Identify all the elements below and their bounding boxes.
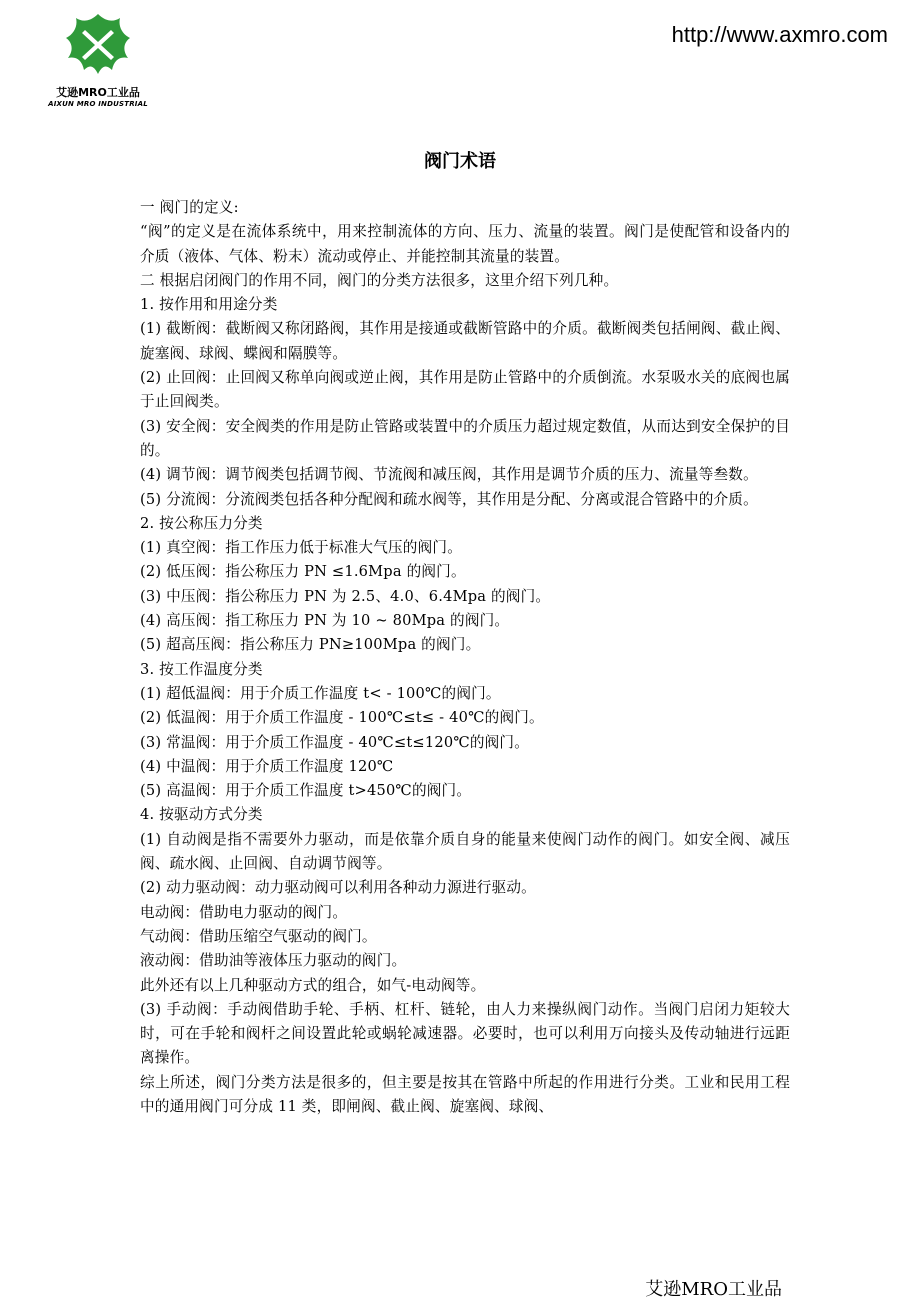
paragraph: (5) 分流阀：分流阀类包括各种分配阀和疏水阀等，其作用是分配、分离或混合管路中的介质。 — [140, 490, 758, 508]
paragraph: (4) 高压阀：指工称压力 PN 为 10 ~ 80Mpa 的阀门。 — [140, 612, 510, 630]
paragraph: (2) 止回阀：止回阀又称单向阀或逆止阀，其作用是防止管路中的介质倒流。水泵吸水关的底阀也属于止回阀类。 — [140, 369, 790, 411]
paragraph: (5) 高温阀：用于介质工作温度 t>450℃的阀门。 — [140, 782, 472, 800]
paragraph: (1) 截断阀：截断阀又称闭路阀，其作用是接通或截断管路中的介质。截断阀类包括闸阀、截止阀、旋塞阀、球阀、蝶阀和隔膜等。 — [140, 320, 790, 362]
paragraph: (2) 动力驱动阀：动力驱动阀可以利用各种动力源进行驱动。 — [140, 879, 536, 897]
paragraph: 液动阀：借助油等液体压力驱动的阀门。 — [140, 952, 407, 970]
footer-company-name: 艾逊MRO工业品 — [645, 1279, 782, 1300]
paragraph: “阀”的定义是在流体系统中，用来控制流体的方向、压力、流量的装置。阀门是使配管和设备内的介质（液体、气体、粉末）流动或停止、并能控制其流量的装置。 — [140, 223, 790, 265]
paragraph: 气动阀：借助压缩空气驱动的阀门。 — [140, 927, 377, 945]
logo-mark-icon — [58, 12, 138, 82]
paragraph: 二 根据启闭阀门的作用不同，阀门的分类方法很多，这里介绍下列几种。 — [140, 271, 619, 289]
paragraph: 一 阀门的定义: — [140, 199, 239, 216]
paragraph: (4) 中温阀：用于介质工作温度 120℃ — [140, 757, 394, 775]
document-body — [140, 196, 790, 1119]
paragraph: 电动阀：借助电力驱动的阀门。 — [140, 903, 348, 921]
paragraph: 1. 按作用和用途分类 — [140, 296, 278, 314]
paragraph: (2) 低压阀：指公称压力 PN ≤1.6Mpa 的阀门。 — [140, 563, 466, 581]
company-logo — [38, 8, 158, 108]
paragraph: 4. 按驱动方式分类 — [140, 806, 263, 824]
paragraph: (1) 真空阀：指工作压力低于标准大气压的阀门。 — [140, 539, 462, 557]
paragraph: (4) 调节阀：调节阀类包括调节阀、节流阀和减压阀，其作用是调节介质的压力、流量等叁数。 — [140, 466, 758, 484]
paragraph: 2. 按公称压力分类 — [140, 514, 263, 532]
website-url[interactable]: http://www.axmro.com — [671, 22, 888, 47]
paragraph: 3. 按工作温度分类 — [140, 660, 263, 678]
paragraph: (5) 超高压阀：指公称压力 PN≥100Mpa 的阀门。 — [140, 636, 481, 654]
paragraph: (2) 低温阀：用于介质工作温度 - 100℃≤t≤ - 40℃的阀门。 — [140, 709, 544, 727]
paragraph: (1) 超低温阀：用于介质工作温度 t< - 100℃的阀门。 — [140, 684, 501, 702]
logo-english-text: AIXUN MRO INDUSTRIAL — [48, 100, 148, 108]
document-title: 阀门术语 — [424, 151, 496, 172]
paragraph: (3) 手动阀：手动阀借助手轮、手柄、杠杆、链轮，由人力来操纵阀门动作。当阀门启闭力矩较大时，可在手轮和阀杆之间设置此轮或蜗轮减速器。必要时，也可以利用万向接头及传动轴进行远距离操作。 — [140, 1000, 790, 1067]
paragraph: (3) 常温阀：用于介质工作温度 - 40℃≤t≤120℃的阀门。 — [140, 733, 530, 751]
paragraph: 此外还有以上几种驱动方式的组合，如气-电动阀等。 — [140, 976, 486, 994]
paragraph: (3) 安全阀：安全阀类的作用是防止管路或装置中的介质压力超过规定数值，从而达到安全保护的目的。 — [140, 417, 790, 459]
logo-chinese-text: 艾逊MRO工业品 — [56, 86, 140, 99]
paragraph: (1) 自动阀是指不需要外力驱动，而是依靠介质自身的能量来使阀门动作的阀门。如安全阀、减压阀、疏水阀、止回阀、自动调节阀等。 — [140, 830, 790, 873]
paragraph: (3) 中压阀：指公称压力 PN 为 2.5、4.0、6.4Mpa 的阀门。 — [140, 587, 551, 605]
paragraph: 综上所述，阀门分类方法是很多的，但主要是按其在管路中所起的作用进行分类。工业和民用工程中的通用阀门可分成 11 类，即闸阀、截止阀、旋塞阀、球阀、 — [140, 1073, 790, 1115]
